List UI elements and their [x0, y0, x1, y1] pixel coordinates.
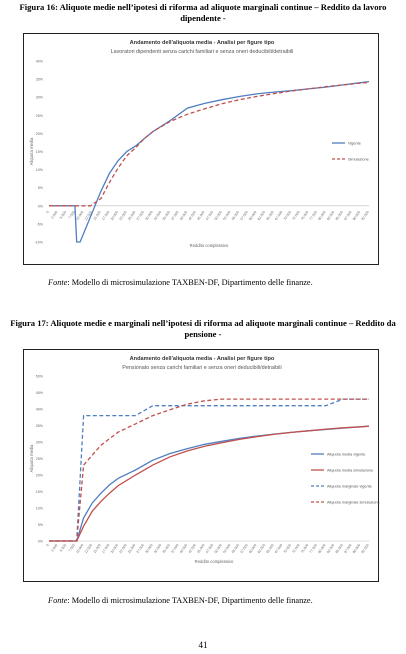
y-tick-label: 25%	[35, 457, 43, 461]
x-tick-label: 10.000	[75, 210, 85, 222]
y-tick-label: 0%	[37, 204, 43, 209]
x-tick-label: 67.500	[274, 210, 284, 222]
x-tick-label: 35.000	[161, 543, 171, 555]
y-tick-label: 0%	[37, 539, 43, 544]
x-tick-label: 75.000	[300, 543, 310, 555]
x-tick-label: 57.500	[239, 543, 249, 555]
x-tick-label: 82.500	[325, 210, 336, 222]
x-tick-label: 57.500	[239, 210, 249, 222]
chart-17	[24, 350, 380, 583]
y-tick-label: 15%	[35, 490, 43, 494]
x-tick-label: 45.000	[196, 210, 206, 222]
x-tick-label: 67.500	[274, 543, 284, 555]
x-tick-label: 70.000	[282, 210, 292, 222]
x-tick-label: 87.500	[343, 210, 353, 222]
x-axis-label: Reddito complessivo	[189, 243, 229, 248]
y-tick-label: 10%	[35, 168, 43, 173]
x-tick-label: 62.500	[256, 543, 267, 555]
x-tick-label: 32.500	[153, 543, 163, 555]
y-tick-label: 30%	[35, 95, 43, 100]
x-tick-label: 82.500	[325, 543, 336, 555]
y-tick-label: 5%	[37, 523, 43, 527]
x-tick-label: 45.000	[196, 543, 206, 555]
source-label: Fonte	[48, 596, 68, 605]
x-tick-label: 72.500	[291, 210, 301, 222]
x-tick-label: 20.000	[109, 210, 120, 222]
x-tick-label: 30.000	[144, 210, 154, 222]
x-tick-label: 65.000	[265, 210, 275, 222]
x-tick-label: 32.500	[153, 210, 163, 222]
x-tick-label: 25.000	[127, 543, 137, 555]
y-tick-label: -10%	[34, 240, 43, 245]
x-tick-label: 37.500	[170, 210, 180, 222]
x-tick-label: 90.000	[351, 210, 362, 222]
x-tick-label: 60.000	[248, 543, 258, 555]
x-tick-label: 92.500	[360, 543, 370, 555]
x-tick-label: 85.000	[334, 543, 344, 555]
x-tick-label: 17.500	[101, 210, 111, 222]
series-line-2	[49, 82, 369, 205]
x-tick-label: 60.000	[248, 210, 258, 222]
x-tick-label: 15.000	[92, 543, 102, 555]
chart-title: Andamento dell'aliquota media - Analisi per figure tipo	[129, 40, 275, 46]
y-tick-label: 50%	[35, 374, 43, 379]
chart-subtitle: Pensionato senza carichi familiari e senza oneri deducibili/detraibili	[122, 365, 282, 371]
x-tick-label: 80.000	[317, 210, 327, 222]
x-tick-label: 42.500	[187, 543, 197, 555]
x-tick-label: 90.000	[351, 543, 362, 555]
y-tick-label: 20%	[35, 473, 43, 478]
x-tick-label: 17.500	[101, 543, 111, 555]
x-tick-label: 80.000	[317, 543, 327, 555]
x-tick-label: 75.000	[300, 210, 310, 222]
x-tick-label: 5.000	[58, 543, 68, 553]
x-tick-label: 40.000	[178, 543, 189, 555]
x-tick-label: 12.500	[83, 210, 94, 222]
x-tick-label: 85.000	[334, 210, 344, 222]
figure-17-title: Figura 17: Aliquote medie e marginali nell’ipotesi di riforma ad aliquote marginali continue – Reddito da pensione -	[10, 318, 396, 339]
x-tick-label: 77.500	[308, 543, 318, 555]
chart-16-frame	[23, 33, 379, 265]
source-label: Fonte	[48, 278, 68, 287]
x-tick-label: 52.500	[222, 543, 232, 555]
x-tick-label: 42.500	[187, 210, 197, 222]
y-tick-label: 15%	[35, 150, 43, 154]
x-tick-label: 50.000	[213, 543, 223, 555]
x-tick-label: 50.000	[213, 210, 223, 222]
x-tick-label: 22.500	[118, 543, 128, 555]
x-tick-label: 35.000	[161, 210, 171, 222]
x-tick-label: 0	[45, 543, 50, 548]
x-tick-label: 27.500	[135, 210, 145, 222]
figure-16-title: Figura 16: Aliquote medie nell’ipotesi di riforma ad aliquote marginali continue – Reddito da lavoro dipendente -	[19, 2, 387, 23]
chart-17-frame	[23, 349, 379, 582]
x-tick-label: 7.500	[67, 543, 76, 553]
page-number: 41	[198, 640, 208, 650]
y-tick-label: 40%	[35, 407, 43, 412]
y-tick-label: 35%	[35, 77, 43, 82]
x-tick-label: 2.500	[50, 543, 59, 553]
source-text: : Modello di microsimulazione TAXBEN-DF, Dipartimento delle finanze.	[67, 596, 313, 605]
x-tick-label: 20.000	[109, 543, 120, 555]
chart-subtitle: Lavoratori dipendenti senza carichi familiari e senza oneri deducibili/detraibili	[110, 49, 294, 55]
y-tick-label: -5%	[36, 222, 43, 227]
x-tick-label: 30.000	[144, 543, 154, 555]
y-tick-label: 20%	[35, 131, 43, 136]
x-tick-label: 55.000	[230, 210, 241, 222]
y-tick-label: 25%	[35, 113, 43, 118]
x-tick-label: 47.500	[204, 210, 215, 222]
x-tick-label: 92.500	[360, 210, 370, 222]
y-axis-label: Aliquota media	[29, 444, 34, 473]
chart-title: Andamento dell'aliquota media - Analisi per figure tipo	[129, 356, 275, 362]
y-axis-label: Aliquota media	[29, 137, 34, 166]
y-tick-label: 30%	[35, 440, 43, 445]
x-tick-label: 77.500	[308, 210, 318, 222]
x-tick-label: 7.500	[67, 210, 76, 220]
legend-label-1: Aliquota media vigente	[327, 452, 366, 457]
x-tick-label: 62.500	[256, 210, 267, 222]
y-tick-label: 40%	[35, 59, 43, 64]
x-axis-label: Reddito complessivo	[194, 559, 234, 564]
x-tick-label: 12.500	[83, 543, 94, 555]
x-tick-label: 5.000	[58, 210, 68, 220]
figure-17-source	[48, 596, 313, 605]
source-text: : Modello di microsimulazione TAXBEN-DF, Dipartimento delle finanze.	[67, 278, 313, 287]
y-tick-label: 35%	[35, 424, 43, 428]
x-tick-label: 70.000	[282, 543, 292, 555]
figure-16-source	[48, 278, 313, 287]
legend-label-4: Aliquota marginale simulazione	[327, 500, 380, 505]
x-tick-label: 47.500	[204, 543, 215, 555]
chart-16	[24, 34, 380, 266]
legend-label-1: Vigente	[348, 141, 361, 146]
x-tick-label: 0	[45, 210, 50, 215]
series-line-1	[49, 426, 369, 541]
x-tick-label: 40.000	[178, 210, 189, 222]
legend-label-2: Aliquota media simulazione	[327, 468, 374, 473]
x-tick-label: 2.500	[50, 210, 59, 220]
x-tick-label: 65.000	[265, 543, 275, 555]
x-tick-label: 37.500	[170, 543, 180, 555]
x-tick-label: 72.500	[291, 543, 301, 555]
y-tick-label: 5%	[37, 186, 43, 191]
x-tick-label: 87.500	[343, 543, 353, 555]
x-tick-label: 15.000	[92, 210, 102, 222]
x-tick-label: 22.500	[118, 210, 128, 222]
x-tick-label: 52.500	[222, 210, 232, 222]
legend-label-3: Aliquota marginale vigente	[327, 484, 372, 489]
x-tick-label: 55.000	[230, 543, 241, 555]
x-tick-label: 27.500	[135, 543, 145, 555]
legend-label-2: Simulazione	[348, 157, 369, 162]
y-tick-label: 45%	[35, 391, 43, 395]
y-tick-label: 10%	[35, 506, 43, 511]
x-tick-label: 10.000	[75, 543, 85, 555]
x-tick-label: 25.000	[127, 210, 137, 222]
